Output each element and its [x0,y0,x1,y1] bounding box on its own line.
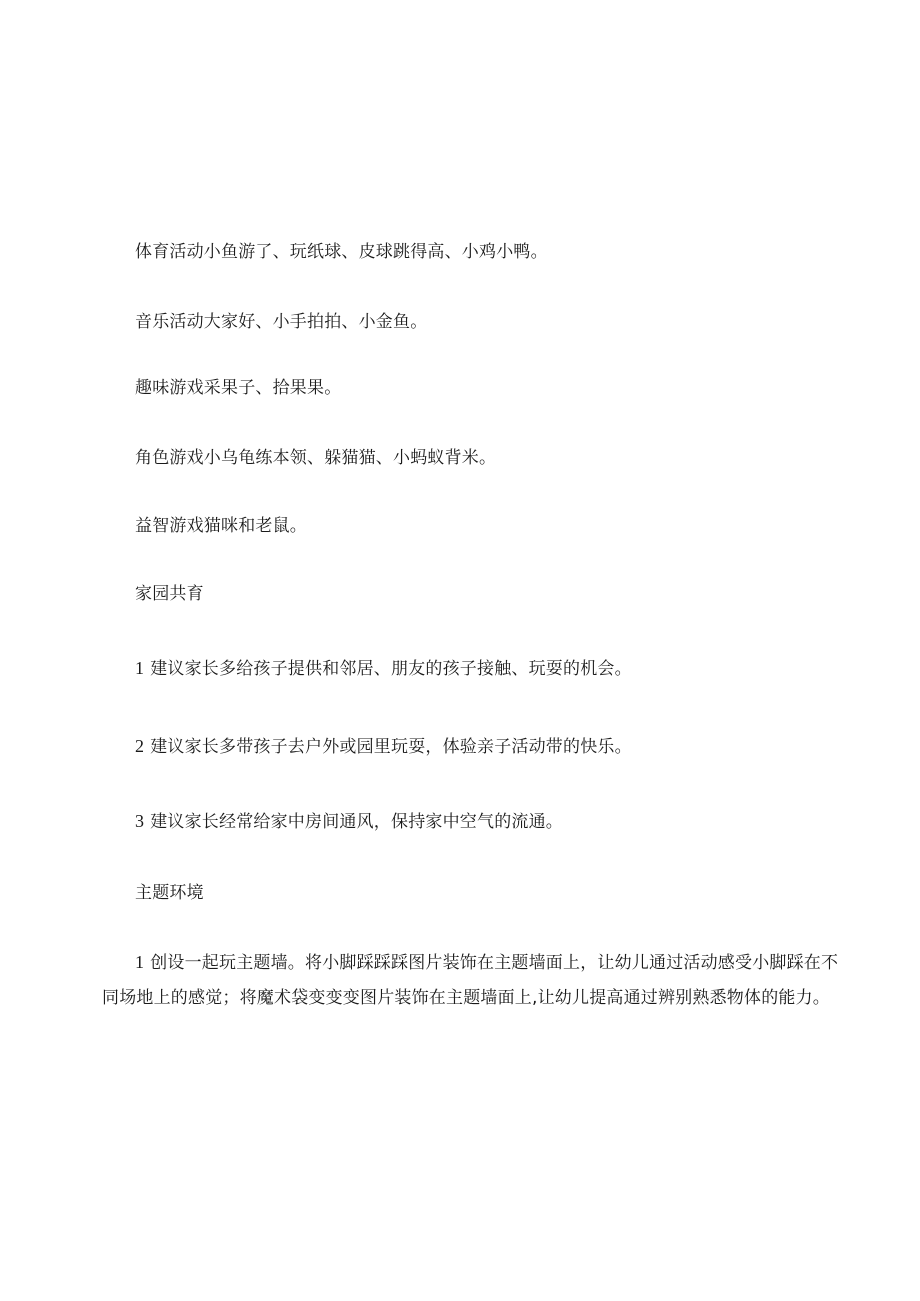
home-item-1 [135,657,632,680]
home-item-3-number: 3 [135,811,145,831]
home-item-2-number: 2 [135,736,145,756]
activity-line-role-game: 角色游戏小乌龟练本领、躲猫猫、小蚂蚁背米。 [135,448,497,468]
home-item-2-text: 建议家长多带孩子去户外或园里玩耍，体验亲子活动带的快乐。 [150,737,632,757]
home-item-3-text: 建议家长经常给家中房间通风，保持家中空气的流通。 [150,812,564,832]
theme-item-1-number: 1 [135,952,145,972]
home-item-1-text: 建议家长多给孩子提供和邻居、朋友的孩子接触、玩耍的机会。 [150,659,632,679]
home-section-heading: 家园共育 [135,584,204,604]
home-item-2 [135,735,632,758]
theme-item-1-line-2: 同场地上的感觉；将魔术袋变变变图片装饰在主题墙面上,让幼儿提高通过辨别熟悉物体的能力。 [102,988,831,1008]
theme-section-heading: 主题环境 [135,883,204,903]
activity-line-sports: 体育活动小鱼游了、玩纸球、皮球跳得高、小鸡小鸭。 [135,242,548,262]
activity-line-puzzle-game: 益智游戏猫咪和老鼠。 [135,516,307,536]
home-item-3 [135,810,563,833]
activity-line-music: 音乐活动大家好、小手拍拍、小金鱼。 [135,312,428,332]
theme-item-1-line-1-text: 创设一起玩主题墙。将小脚踩踩踩图片装饰在主题墙面上，让幼儿通过活动感受小脚踩在不 [150,953,839,973]
theme-item-1-line-1 [102,945,842,981]
home-item-1-number: 1 [135,658,145,678]
theme-item-1 [102,945,842,1016]
activity-line-fun-game: 趣味游戏采果子、拾果果。 [135,378,342,398]
